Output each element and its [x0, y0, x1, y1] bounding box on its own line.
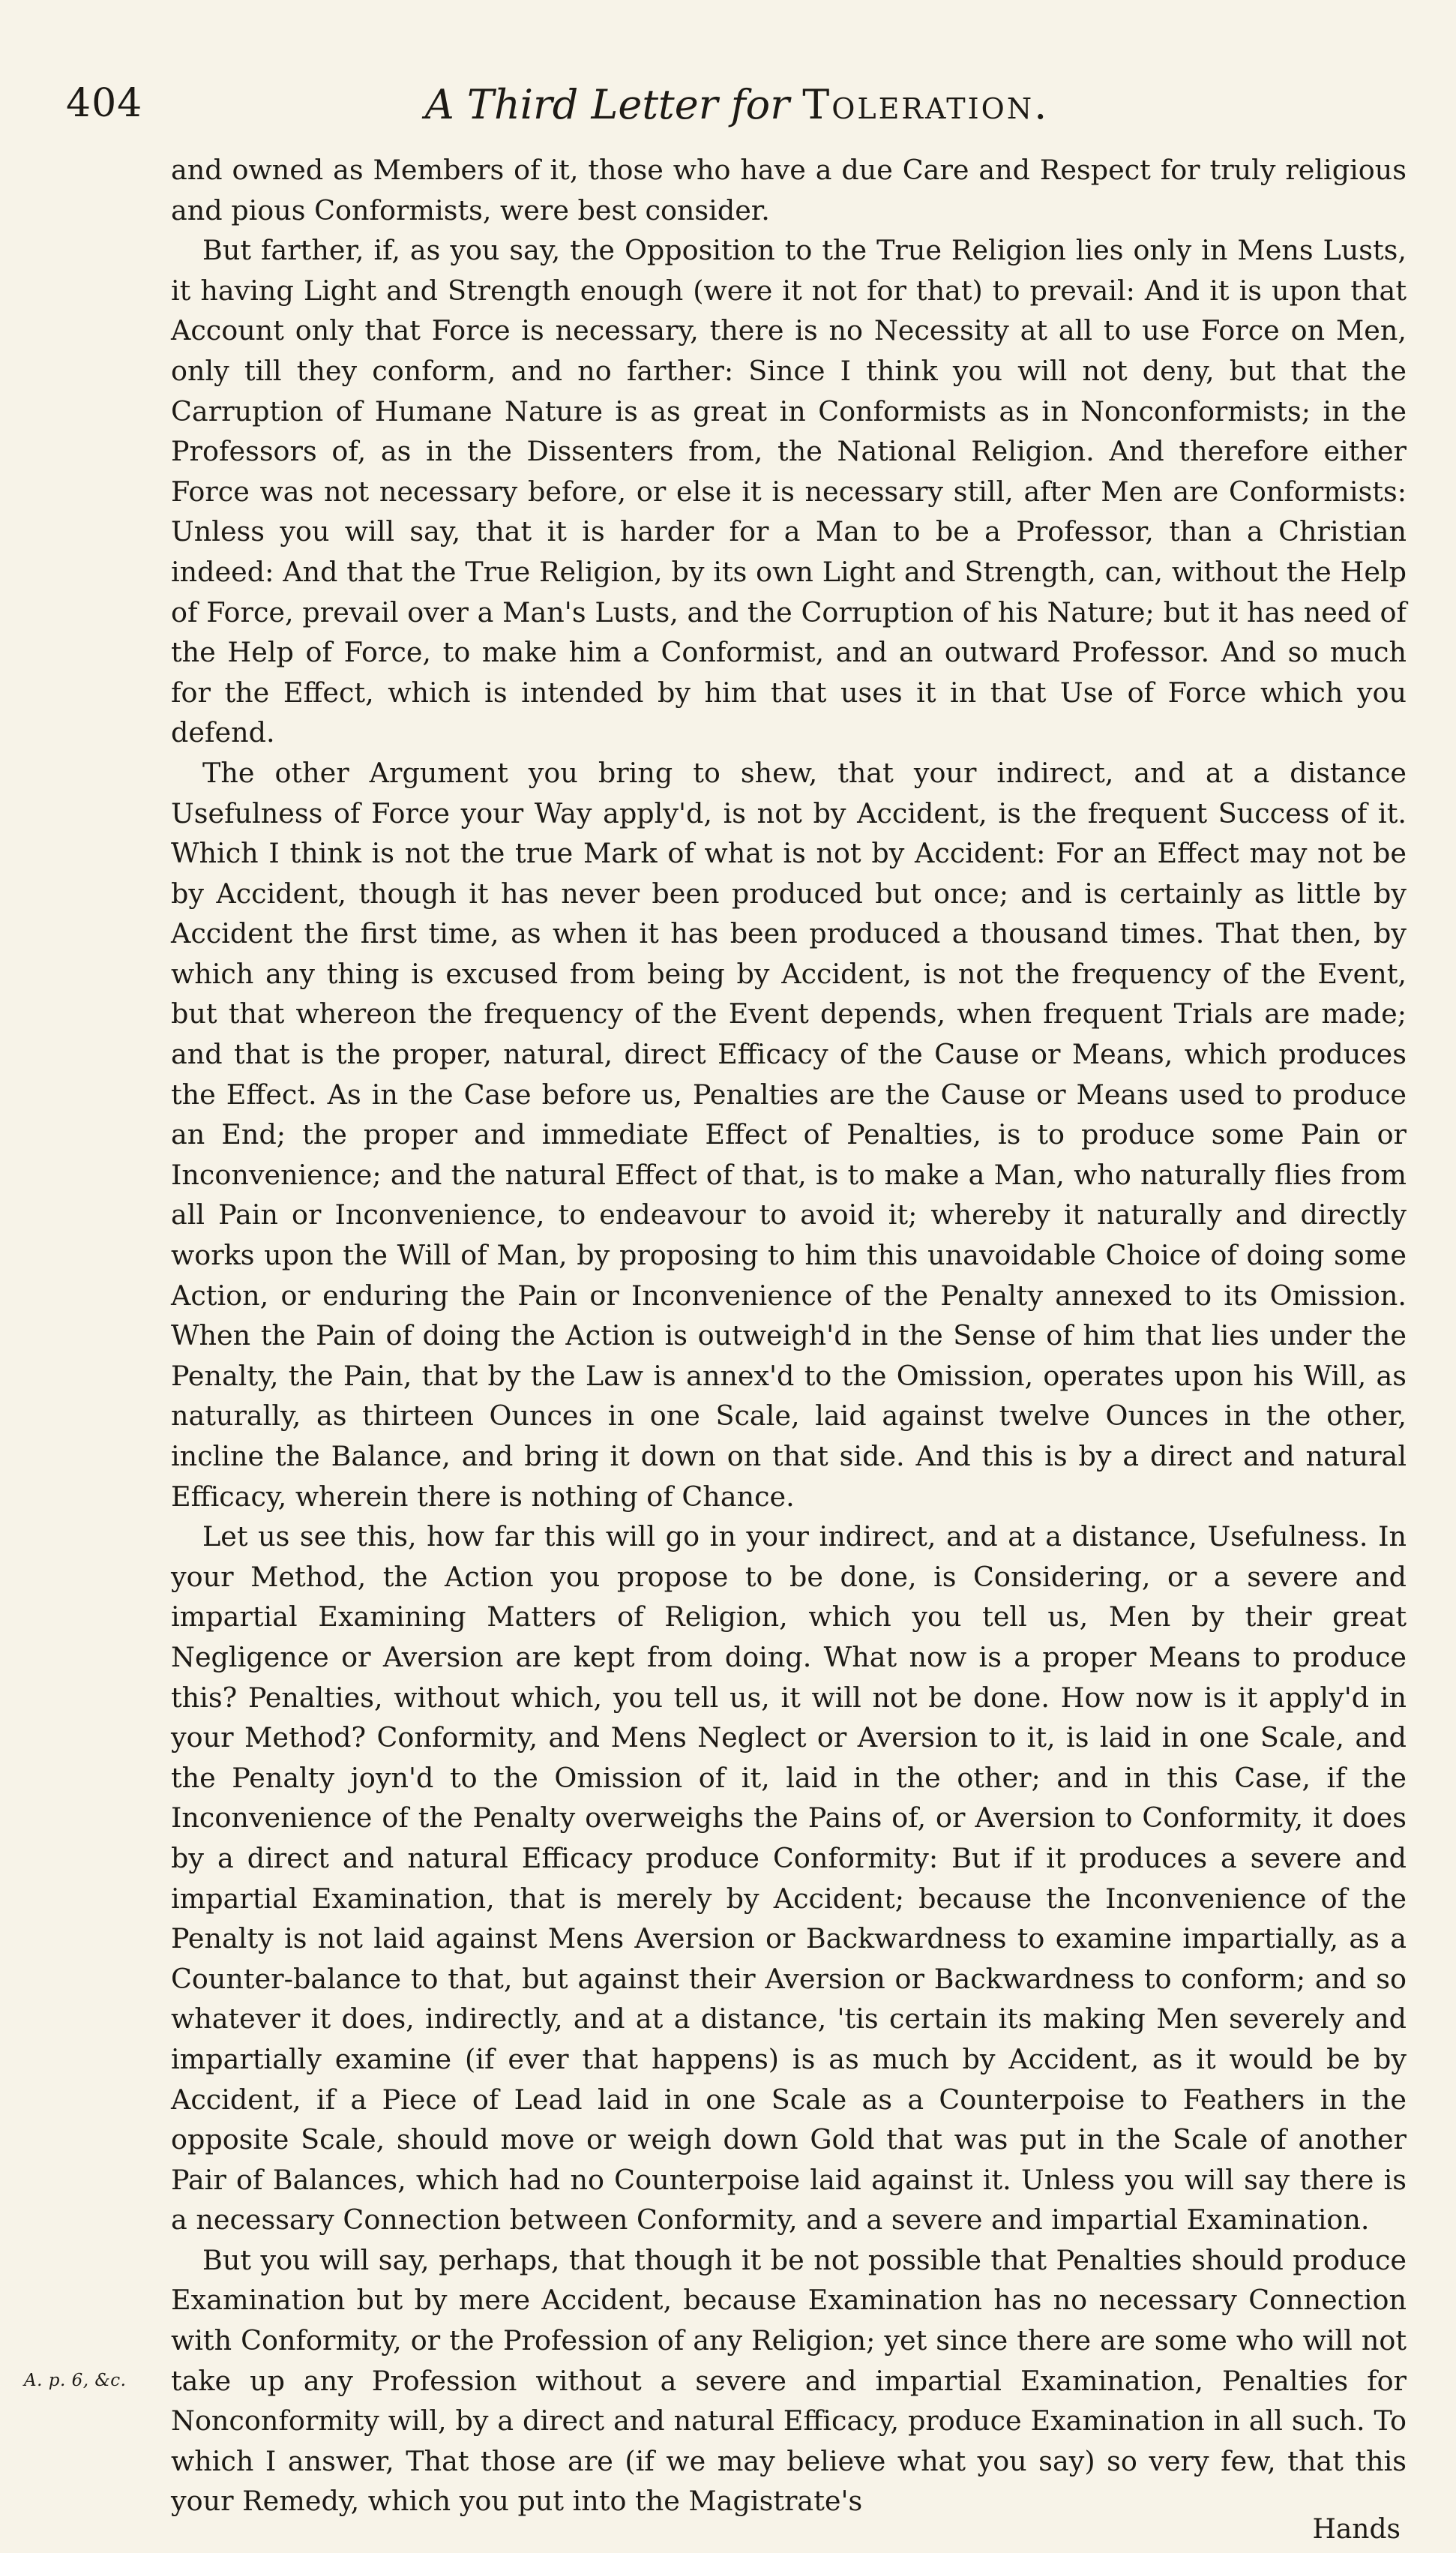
paragraph: Let us see this, how far this will go in your indirect, and at a distance, Usefulness. In your Method, the Action you propose to be done, is Considering, or a severe and impartial Examining Matters of Religion, which you tell us, Men by their great Negligence or Aversion are kept from doing. What now is a proper Means to produce this? Penalties, without which, you tell us, it will not be done. How now is it apply'd in your Method? Conformity, and Mens Neglect or Aversion to it, is laid in one Scale, and the Penalty joyn'd to the Omission of it, laid in the other; and in this Case, if the Inconvenience of the Penalty overweighs the Pains of, or Aversion to Conformity, it does by a direct and natural Efficacy produce Conformity: But if it produces a severe and impartial Examination, that is merely by Accident; because the Inconvenience of the Penalty is not laid against Mens Aversion or Backwardness to examine impartially, as a Counter-balance to that, but against their Aversion or Backwardness to conform; and so whatever it does, indirectly, and at a distance, 'tis certain its making Men severely and impartially examine (if ever that happens) is as much by Accident, as it would be by Accident, if a Piece of Lead laid in one Scale as a Counterpoise to Feathers in the opposite Scale, should move or weigh down Gold that was put in the Scale of another Pair of Balances, which had no Counterpoise laid against it. Unless you will say there is a necessary Connection between Conformity, and a severe and impartial Examination.: [171, 1520, 1407, 2236]
paragraph: The other Argument you bring to shew, that your indirect, and at a distance Usefulness of Force your Way apply'd, is not by Accident, is the frequent Success of it. Which I think is not the true Mark of what is not by Accident: For an Effect may not be by Accident, though it has never been produced but once; and is certainly as little by Accident the first time, as when it has been produced a thousand times. That then, by which any thing is excused from being by Accident, is not the frequency of the Event, but that whereon the frequency of the Event depends, when frequent Trials are made; and that is the proper, natural, direct Efficacy of the Cause or Means, which produces the Effect. As in the Case before us, Penalties are the Cause or Means used to produce an End; the proper and immediate Effect of Penalties, is to produce some Pain or Inconvenience; and the natural Effect of that, is to make a Man, who naturally flies from all Pain or Inconvenience, to endeavour to avoid it; whereby it naturally and directly works upon the Will of Man, by proposing to him this unavoidable Choice of doing some Action, or enduring the Pain or Inconvenience of the Penalty annexed to its Omission. When the Pain of doing the Action is outweigh'd in the Sense of him that lies under the Penalty, the Pain, that by the Law is annex'd to the Omission, operates upon his Will, as naturally, as thirteen Ounces in one Scale, laid against twelve Ounces in the other, incline the Balance, and bring it down on that side. And this is by a direct and natural Efficacy, wherein there is nothing of Chance.: [171, 756, 1407, 1513]
page-number: 404: [66, 81, 143, 126]
paragraph: and owned as Members of it, those who have a due Care and Respect for truly religious and pious Conformists, were best consider.: [171, 154, 1407, 226]
running-head-caps: Toleration.: [802, 81, 1050, 128]
page-header: [66, 81, 1408, 141]
catchword: Hands: [1312, 2514, 1401, 2545]
paragraph: But you will say, perhaps, that though it be not possible that Penalties should produce Examination but by mere Accident, because Examination has no necessary Connection with Conformity, or the Profession of any Religion; yet since there are some who will not take up any Profession without a severe and impartial Examination, Penalties for Nonconformity will, by a direct and natural Efficacy, produce Examination in all such. To which I answer, That those are (if we may believe what you say) so very few, that this your Remedy, which you put into the Magistrate's: [171, 2243, 1407, 2518]
running-head: [66, 81, 1408, 128]
running-head-italic: A Third Letter for: [424, 81, 790, 128]
body-text: [171, 150, 1407, 2522]
paragraph: But farther, if, as you say, the Opposition to the True Religion lies only in Mens Lusts, it having Light and Strength enough (were it not for that) to prevail: And it is upon that Account only that Force is necessary, there is no Necessity at all to use Force on Men, only till they conform, and no farther: Since I think you will not deny, but that the Carruption of Humane Nature is as great in Conformists as in Nonconformists; in the Professors of, as in the Dissenters from, the National Religion. And therefore either Force was not necessary before, or else it is necessary still, after Men are Conformists: Unless you will say, that it is harder for a Man to be a Professor, than a Christian indeed: And that the True Religion, by its own Light and Strength, can, without the Help of Force, prevail over a Man's Lusts, and the Corruption of his Nature; but it has need of the Help of Force, to make him a Conformist, and an outward Professor. And so much for the Effect, which is intended by him that uses it in that Use of Force which you defend.: [171, 234, 1407, 749]
marginal-note: A. p. 6, &c.: [24, 2371, 127, 2390]
